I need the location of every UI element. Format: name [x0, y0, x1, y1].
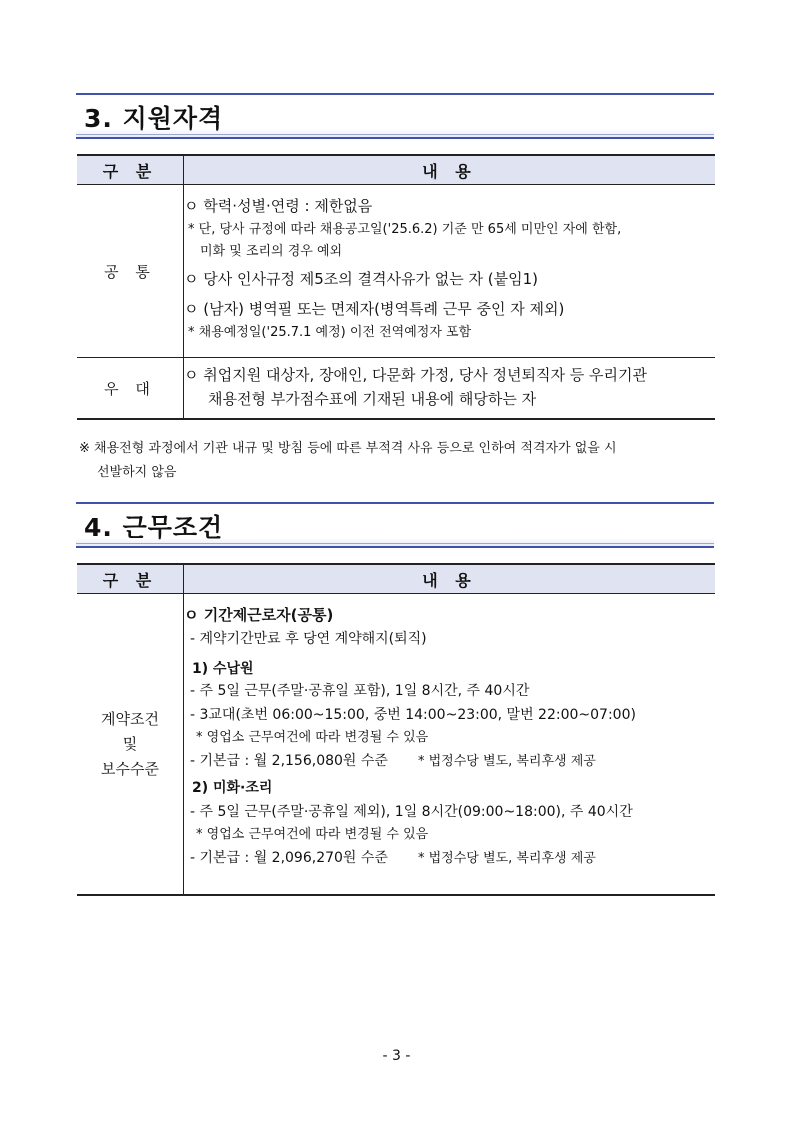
note-age: * 단, 당사 규정에 따라 채용공고일('25.6.2) 기준 만 65세 미만인 자에 한함, [188, 222, 622, 237]
note-age-cont: 미화 및 조리의 경우 예외 [200, 244, 343, 259]
header-category: 구 분 [77, 564, 184, 594]
category-contract [77, 594, 184, 896]
header-content: 내 용 [184, 564, 716, 594]
section-title-text: 3. 지원자격 [84, 104, 224, 133]
content-common [184, 185, 716, 358]
header-content: 내 용 [184, 155, 716, 185]
category-line-2: 및 [122, 734, 138, 753]
content-contract [184, 594, 716, 896]
section-title-conditions [76, 502, 714, 548]
toll-line-1: - 주 5일 근무(주말·공휴일 포함), 1일 8시간, 주 40시간 [190, 683, 530, 699]
table-header-row [77, 564, 715, 594]
qualification-table [77, 154, 715, 420]
category-line-3: 보수수준 [101, 759, 159, 778]
table-row-common [77, 185, 715, 358]
preference-line-2: 채용전형 부가점수표에 기재된 내용에 해당하는 자 [208, 390, 537, 408]
category-common: 공 통 [77, 185, 184, 358]
cleaning-line-2: * 영업소 근무여건에 따라 변경될 수 있음 [196, 827, 429, 842]
note-discharge: * 채용예정일('25.7.1 예정) 이전 전역예정자 포함 [188, 325, 472, 340]
toll-line-2: - 3교대(초번 06:00~15:00, 중번 14:00~23:00, 말번 22:00~07:00) [190, 707, 636, 723]
category-line-1: 계약조건 [101, 709, 159, 728]
page-number: - 3 - [382, 1048, 411, 1064]
bullet-military: ㅇ (남자) 병역필 또는 면제자(병역특례 근무 중인 자 제외) [184, 300, 565, 318]
table-row-preference [77, 358, 715, 420]
bullet-disqualification: ㅇ 당사 인사규정 제5조의 결격사유가 없는 자 (붙임1) [184, 270, 538, 288]
table-row-contract [77, 594, 715, 896]
qualification-footnote [79, 437, 719, 485]
section-title-qualification [76, 93, 714, 139]
footnote-line-1: ※ 채용전형 과정에서 기관 내규 및 방침 등에 따른 부적격 사유 등으로 인하여 적격자가 없을 시 [79, 441, 617, 456]
header-category: 구 분 [77, 155, 184, 185]
bullet-education: ㅇ 학력·성별·연령 : 제한없음 [184, 197, 373, 215]
fixed-term-heading: ㅇ 기간제근로자(공통) [184, 606, 334, 624]
cleaning-salary: - 기본급 : 월 2,096,270원 수준 [190, 850, 388, 866]
toll-title: 1) 수납원 [192, 661, 254, 677]
conditions-table [77, 563, 715, 896]
fixed-term-dash: - 계약기간만료 후 당연 계약해지(퇴직) [190, 631, 427, 647]
toll-line-3: * 영업소 근무여건에 따라 변경될 수 있음 [196, 730, 429, 745]
toll-salary-note: * 법정수당 별도, 복리후생 제공 [417, 754, 596, 769]
cleaning-line-3 [184, 847, 715, 870]
toll-salary: - 기본급 : 월 2,156,080원 수준 [190, 753, 388, 769]
category-preference: 우 대 [77, 358, 184, 420]
footnote-line-2: 선발하지 않음 [97, 465, 177, 480]
preference-line-1: ㅇ 취업지원 대상자, 장애인, 다문화 가정, 당사 정년퇴직자 등 우리기관 [184, 366, 647, 384]
section-title-text: 4. 근무조건 [84, 513, 224, 542]
cleaning-title: 2) 미화·조리 [192, 780, 273, 796]
cleaning-line-1: - 주 5일 근무(주말·공휴일 제외), 1일 8시간(09:00~18:00), 주 40시간 [190, 804, 633, 820]
toll-line-4 [184, 750, 715, 773]
table-header-row [77, 155, 715, 185]
cleaning-salary-note: * 법정수당 별도, 복리후생 제공 [417, 851, 596, 866]
content-preference [184, 358, 716, 420]
